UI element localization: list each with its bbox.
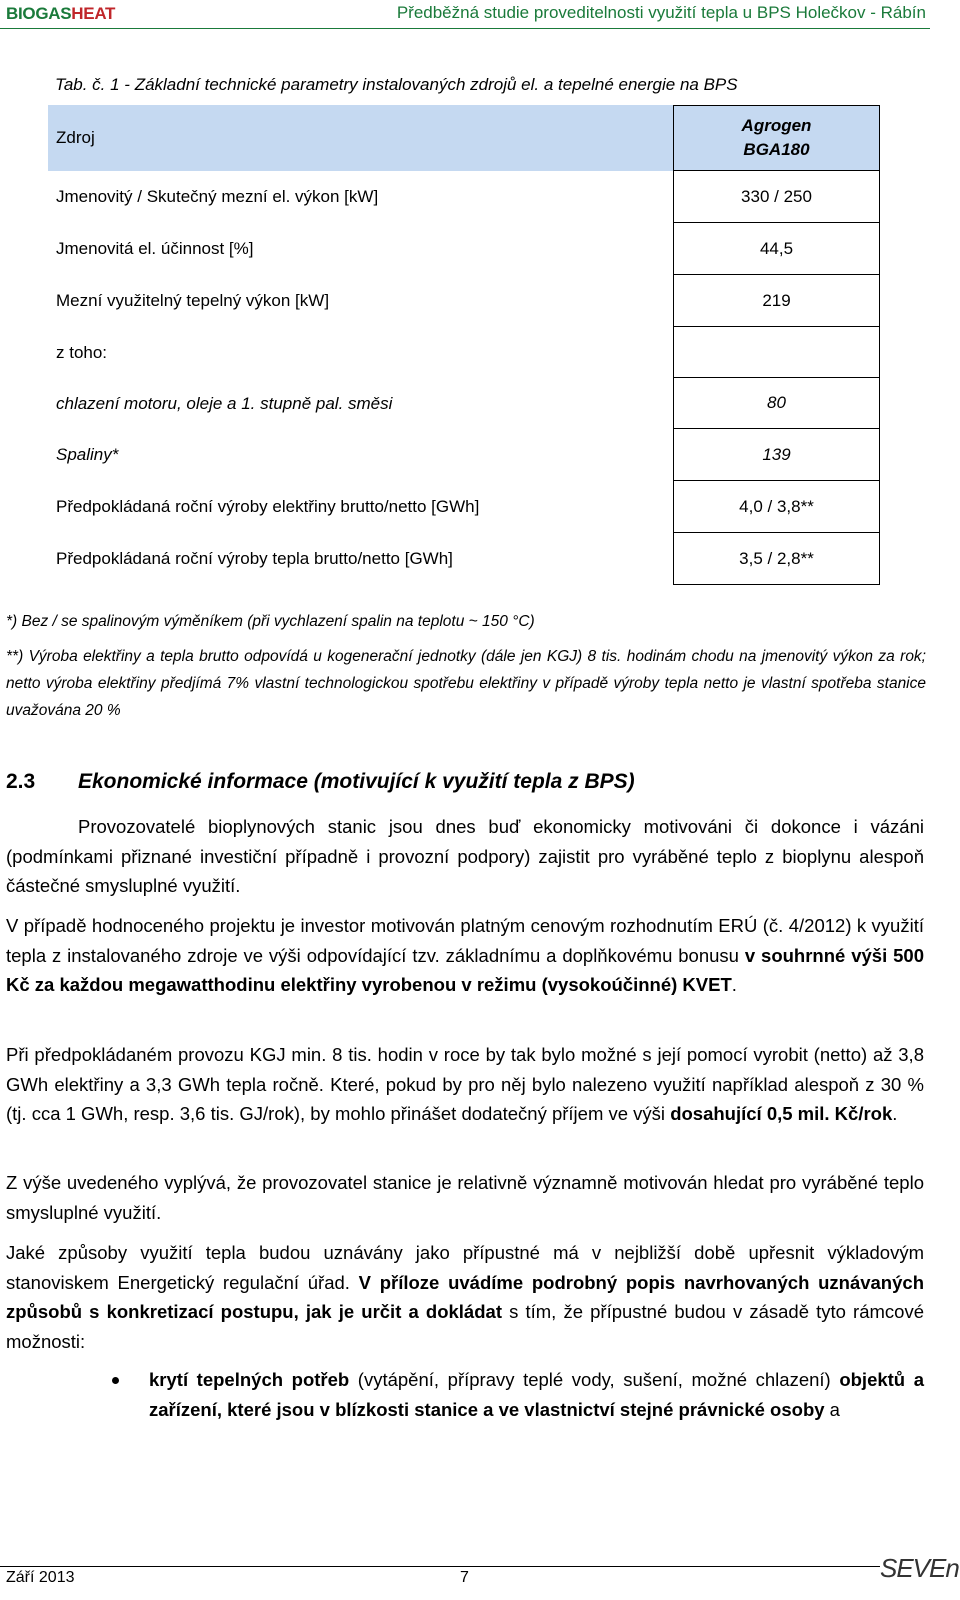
table-header-source: Zdroj <box>48 105 673 171</box>
logo-part-gas: GAS <box>35 4 72 23</box>
bullet-text-1: (vytápění, přípravy teplé vody, sušení, možné chlazení) <box>349 1369 840 1390</box>
paragraph-2-bold: v souhrnné výši 500 Kč za každou megawatthodinu elektřiny vyrobenou v režimu (vysokoúčinné) KVET <box>6 944 924 995</box>
row-label: Spaliny* <box>56 445 119 464</box>
row-label: Předpokládaná roční výroby tepla brutto/netto [GWh] <box>56 549 453 568</box>
paragraph-5-end: s tím, že přípustné budou v zásadě tyto rámcové možnosti: <box>6 1301 924 1352</box>
table-row <box>48 378 880 429</box>
footer-rule <box>0 1566 880 1567</box>
document-title: Předběžná studie proveditelnosti využití tepla u BPS Holečkov - Rábín <box>396 3 926 22</box>
paragraph-5-text: Jaké způsoby využití tepla budou uznávány jako přípustné má v nejbližší době upřesnit výkladovým stanoviskem Energetický regulační úřad. <box>6 1242 924 1293</box>
table-header-unit <box>673 105 880 171</box>
bullet-bold-2: objektů a zařízení, které jsou v blízkosti stanice a ve vlastnictví stejné právnické osoby <box>149 1369 925 1420</box>
paragraph-4: Z výše uvedeného vyplývá, že provozovatel stanice je relativně významně motivován hledat pro vyráběné teplo smysluplné využití. <box>6 1172 924 1223</box>
paragraph-2 <box>6 911 924 1000</box>
row-label: z toho: <box>56 342 108 362</box>
table-row <box>48 327 880 378</box>
table-header-row <box>48 105 880 171</box>
table-row <box>48 171 880 223</box>
section-title: Ekonomické informace (motivující k využití tepla z BPS) <box>78 770 635 793</box>
row-label: Předpokládaná roční výroby elektřiny brutto/netto [GWh] <box>56 497 480 516</box>
table-header-unit-line2: BGA180 <box>743 140 810 159</box>
row-label: Jmenovitý / Skutečný mezní el. výkon [kW] <box>56 187 379 206</box>
row-label: chlazení motoru, oleje a 1. stupně pal. směsi <box>56 393 393 413</box>
row-label: Mezní využitelný tepelný výkon [kW] <box>56 291 330 310</box>
paragraph-1: Provozovatelé bioplynových stanic jsou dnes buď ekonomicky motivováni či dokonce i vázáni (podmínkami přiznané investiční případně i provozní podpory) zajistit pro vyráběné teplo z bioplynu alespoň částečné smysluplné využití. <box>6 816 924 896</box>
row-value: 4,0 / 3,8** <box>673 481 880 533</box>
row-label: Jmenovitá el. účinnost [%] <box>56 239 254 258</box>
bullet-bold-1: krytí tepelných potřeb <box>149 1369 350 1390</box>
table-header-unit-line1: Agrogen <box>741 116 812 135</box>
paragraph-3-end: . <box>892 1103 898 1124</box>
paragraph-3 <box>6 1040 924 1129</box>
table-footnote-1: *) Bez / se spalinovým výměníkem (při vychlazení spalin na teplotu ~ 150 °C) <box>6 613 535 630</box>
table-row <box>48 275 880 327</box>
paragraph-2-end: . <box>731 974 737 995</box>
paragraph-2-text: V případě hodnoceného projektu je investor motivován platným cenovým rozhodnutím ERÚ (č. 4/2012) k využití tepla z instalovaného zdroje ve výši odpovídající tzv. základnímu a doplňkovému bonusu <box>6 915 924 966</box>
logo-part-bi: BI <box>6 4 23 23</box>
bullet-icon <box>112 1377 119 1384</box>
logo-part-o: O <box>22 4 36 23</box>
table-row <box>48 223 880 275</box>
biogasheat-logo <box>6 4 115 24</box>
footer-date: Září 2013 <box>6 1569 75 1586</box>
bullet-item <box>149 1365 924 1424</box>
paragraph-3-text: Při předpokládaném provozu KGJ min. 8 tis. hodin v roce by tak bylo možné s její pomocí vyrobit (netto) až 3,8 GWh elektřiny a 3,3 GWh tepla ročně. Které, pokud by pro něj bylo nalezeno využití například alespoň z 30 % (tj. cca 1 GWh, resp. 3,6 tis. GJ/rok), by mohlo přinášet dodatečný příjem ve výši <box>6 1044 924 1124</box>
seven-logo: SEVEn <box>880 1553 959 1583</box>
row-value: 3,5 / 2,8** <box>673 533 880 585</box>
row-value: 219 <box>673 275 880 327</box>
table-row <box>48 429 880 481</box>
paragraph-3-bold: dosahující 0,5 mil. Kč/rok <box>670 1103 893 1124</box>
paragraph-5-bold: V příloze uvádíme podrobný popis navrhovaných uznávaných způsobů s konkretizací postupu, jak je určit a dokládat <box>6 1271 924 1322</box>
table-row <box>48 533 880 585</box>
bullet-text-2: a <box>824 1398 840 1420</box>
row-value: 330 / 250 <box>673 171 880 223</box>
parameters-table <box>48 105 880 594</box>
table-caption: Tab. č. 1 - Základní technické parametry instalovaných zdrojů el. a tepelné energie na BPS <box>55 75 738 94</box>
logo-part-heat: HEAT <box>71 4 116 23</box>
row-value: 80 <box>673 378 880 429</box>
page-number: 7 <box>460 1569 469 1586</box>
table-row <box>48 481 880 533</box>
section-number: 2.3 <box>6 770 36 793</box>
row-value: 139 <box>673 429 880 481</box>
row-value <box>673 327 880 378</box>
paragraph-5 <box>6 1238 924 1356</box>
table-footnote-2: **) Výroba elektřiny a tepla brutto odpovídá u kogenerační jednotky (dále jen KGJ) 8 tis. hodinám chodu na jmenovitý výkon za rok; netto výroba elektřiny předjímá 7% vlastní technologickou spotřebu elektřiny v případě výroby tepla netto je vlastní spotřeba stanice uvažována 20 % <box>6 648 926 719</box>
row-value: 44,5 <box>673 223 880 275</box>
header-rule <box>0 28 930 29</box>
